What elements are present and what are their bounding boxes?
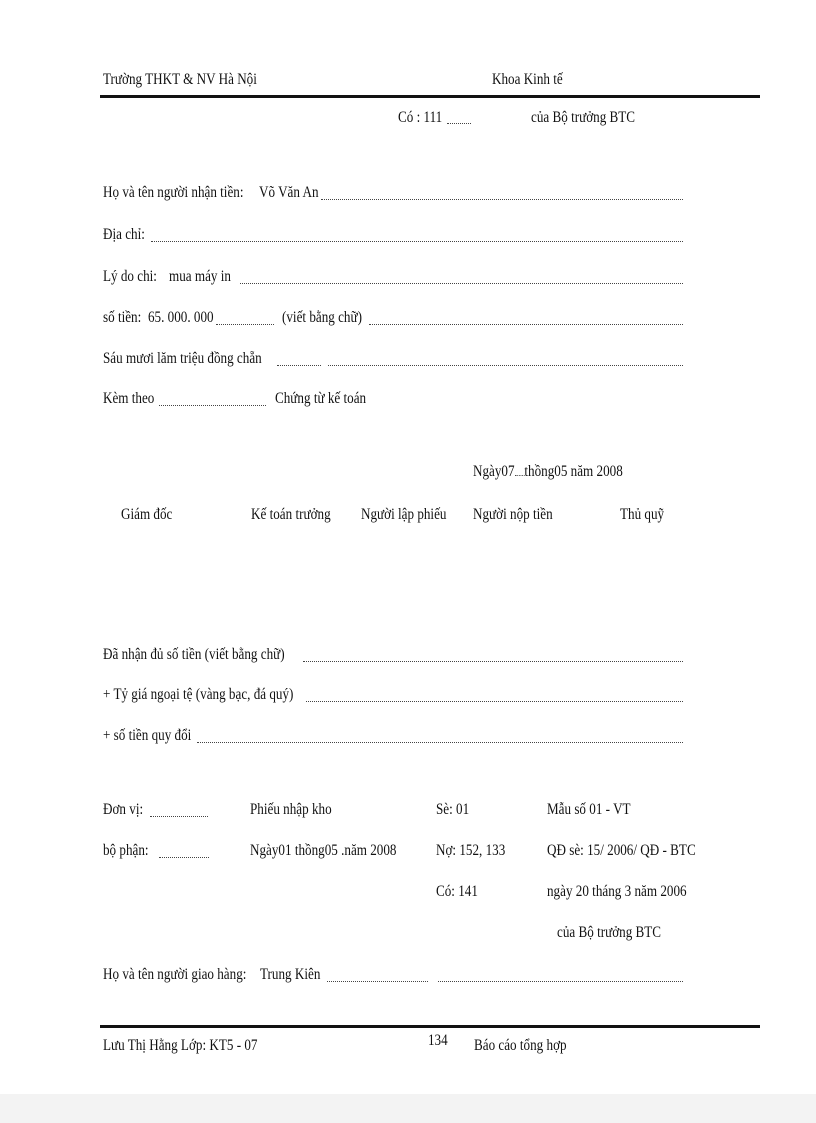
amount-words: Sáu mươi lăm triệu đồng chẵn bbox=[103, 350, 262, 367]
unit-dots bbox=[150, 816, 208, 817]
warehouse-debit: Nợ: 152, 133 bbox=[436, 842, 506, 859]
decision-number: QĐ sè: 15/ 2006/ QĐ - BTC bbox=[547, 842, 696, 859]
date-day: 07 bbox=[501, 463, 515, 480]
amount-words-line-dots-1 bbox=[277, 365, 321, 366]
warehouse-number: Sè: 01 bbox=[436, 801, 470, 818]
received-label: Đã nhận đủ số tiền (viết bằng chữ) bbox=[103, 646, 285, 663]
header-school: Trường THKT & NV Hà Nội bbox=[103, 71, 257, 88]
dept-dots bbox=[159, 857, 209, 858]
address-label: Địa chỉ: bbox=[103, 226, 145, 243]
address-dots bbox=[151, 241, 683, 242]
date-year: 2008 bbox=[596, 463, 623, 480]
date-dots bbox=[515, 475, 525, 476]
fx-label: + Tỷ giá ngoại tệ (vàng bạc, đá quý) bbox=[103, 686, 294, 703]
reason-value: mua máy in bbox=[169, 268, 231, 285]
page-bottom-edge bbox=[0, 1094, 816, 1123]
date-month: 05 bbox=[554, 463, 568, 480]
received-dots bbox=[303, 661, 683, 662]
footer-rule bbox=[100, 1025, 760, 1028]
warehouse-issuer: của Bộ trưởng BTC bbox=[557, 924, 662, 941]
dept-label: bộ phận: bbox=[103, 842, 149, 859]
footer-author: Lưu Thị Hằng Lớp: KT5 - 07 bbox=[103, 1037, 258, 1054]
footer-page-number: 134 bbox=[428, 1032, 448, 1049]
deliverer-dots-1 bbox=[327, 981, 428, 982]
sig-chief-accountant: Kế toán trưởng bbox=[251, 506, 331, 523]
warehouse-title: Phiếu nhập kho bbox=[250, 801, 332, 818]
sig-preparer: Người lập phiếu bbox=[361, 506, 447, 523]
amount-words-line-dots-2 bbox=[328, 365, 683, 366]
reason-label: Lý do chi: bbox=[103, 268, 157, 285]
fx-dots bbox=[306, 701, 683, 702]
sig-cashier: Thủ quỹ bbox=[620, 506, 665, 523]
unit-label: Đơn vị: bbox=[103, 801, 144, 818]
attached-value: Chứng từ kế toán bbox=[275, 390, 367, 407]
amount-words-label: (viết bằng chữ) bbox=[282, 309, 362, 326]
receipt-date bbox=[473, 462, 623, 482]
attached-dots bbox=[159, 405, 266, 406]
converted-dots bbox=[197, 742, 683, 743]
attached-label: Kèm theo bbox=[103, 390, 155, 407]
payee-label: Họ và tên người nhận tiền: bbox=[103, 184, 244, 201]
payee-value: Võ Văn An bbox=[259, 184, 319, 201]
date-year-prefix: năm bbox=[570, 463, 594, 480]
deliverer-dots-2 bbox=[438, 981, 683, 982]
amount-words-dots bbox=[369, 324, 683, 325]
sig-payer: Người nộp tiền bbox=[473, 506, 553, 523]
date-prefix: Ngày bbox=[473, 463, 502, 480]
decision-date: ngày 20 tháng 3 năm 2006 bbox=[547, 883, 687, 900]
sig-director: Giám đốc bbox=[121, 506, 173, 523]
deliverer-value: Trung Kiên bbox=[260, 966, 321, 983]
receipt-credit: Có : 111 bbox=[398, 109, 443, 126]
warehouse-date: Ngày01 thồng05 .năm 2008 bbox=[250, 842, 397, 859]
deliverer-label: Họ và tên người giao hàng: bbox=[103, 966, 247, 983]
amount-dots bbox=[216, 324, 274, 325]
converted-label: + số tiền quy đổi bbox=[103, 727, 192, 744]
payee-dots bbox=[321, 199, 683, 200]
header-faculty: Khoa Kinh tế bbox=[492, 71, 563, 88]
reason-dots bbox=[240, 283, 683, 284]
receipt-issuer: của Bộ trưởng BTC bbox=[531, 109, 636, 126]
date-month-prefix: thồng bbox=[524, 463, 555, 480]
form-number: Mẫu số 01 - VT bbox=[547, 801, 631, 818]
header-rule bbox=[100, 95, 760, 98]
amount-value: 65. 000. 000 bbox=[148, 309, 214, 326]
warehouse-credit: Có: 141 bbox=[436, 883, 478, 900]
credit-dots bbox=[447, 123, 471, 124]
footer-report-title: Báo cáo tổng hợp bbox=[474, 1037, 567, 1054]
amount-label: số tiền: bbox=[103, 309, 142, 326]
